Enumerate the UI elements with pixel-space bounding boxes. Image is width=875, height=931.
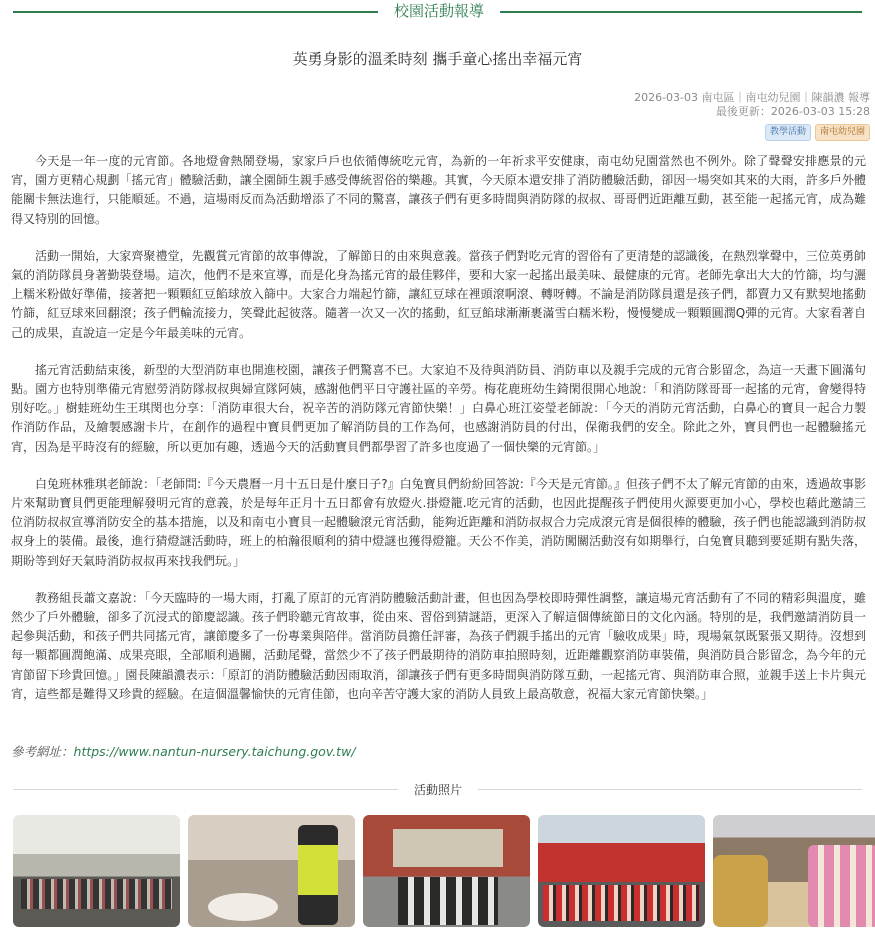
photos-title: 活動照片 (413, 783, 462, 797)
section-header (0, 0, 875, 22)
photo-thumbnail[interactable] (363, 815, 530, 927)
photo-thumbnail[interactable] (713, 815, 875, 927)
tag-teaching[interactable]: 教學活動 (765, 124, 811, 141)
paragraph: 搖元宵活動結束後，新型的大型消防車也開進校園，讓孩子們驚喜不已。大家迫不及待與消防員、消防車以及親手完成的元宵合影留念，為這一天畫下圓滿句點。園方也特別準備元宵慰勞消防隊叔叔與婦宣隊阿姨，感謝他們平日守護社區的辛勞。梅花鹿班幼生錡閑很開心地說：「和消防隊哥哥一起搖的元宵，會變得特別好吃。」樹蛙班幼生王琪閔也分享：「消防車很大台，祝辛苦的消防隊元宵節快樂！」白鼻心班江姿瑩老師說：「今天的消防元宵活動，白鼻心的寶貝一起合力製作消防作品，及繪製感謝卡片，在創作的過程中寶貝們更加了解消防員的工作為何，也感謝消防員的付出，保衛我們的安全。除此之外，寶貝們也一起體驗搖元宵，因為是平時沒有的經驗，所以更加有趣，透過今天的活動寶貝們都學習了許多也度過了一個快樂的元宵節。」 (11, 362, 866, 454)
photo-thumbnail[interactable] (13, 815, 180, 927)
photos-header (0, 780, 875, 800)
meta-author-line: 2026-03-03 南屯區｜南屯幼兒園｜陳韻濃 報導 (634, 91, 870, 104)
tag-list (765, 124, 870, 141)
paragraph: 活動一開始，大家齊聚禮堂，先觀賞元宵節的故事傳說，了解節日的由來與意義。當孩子們對吃元宵的習俗有了更清楚的認識後，在熱烈掌聲中，三位英勇帥氣的消防隊員身著勤裝登場。這次，他們不是來宣導，而是化身為搖元宵的最佳夥伴，要和大家一起搖出最美味、最健康的元宵。老師先拿出大大的竹篩，均勻灑上糯米粉做好準備，接著把一顆顆紅豆餡球放入篩中。大家合力端起竹篩，讓紅豆球在裡頭滾啊滾、轉呀轉。不論是消防隊員還是孩子們，都賣力又有默契地搖動竹篩，紅豆球來回翻滾；孩子們輪流接力，笑聲此起彼落。隨著一次又一次的搖動，紅豆餡球漸漸裹滿雪白糯米粉，慢慢變成一顆顆圓潤Q彈的元宵。大家看著自己的成果，直說這一定是今年最美味的元宵。 (11, 248, 866, 340)
reference-label: 參考網址： (11, 744, 74, 759)
article-title: 英勇身影的溫柔時刻 攜手童心搖出幸福元宵 (292, 50, 583, 68)
tag-school[interactable]: 南屯幼兒園 (815, 124, 870, 141)
paragraph: 今天是一年一度的元宵節。各地燈會熱鬧登場，家家戶戶也依循傳統吃元宵，為新的一年祈求平安健康，南屯幼兒園當然也不例外。除了聲聲安排應景的元宵，園方更精心規劃「搖元宵」體驗活動，讓全園師生親手感受傳統習俗的樂趣。其實，今天原本還安排了消防體驗活動，卻因一場突如其來的大雨，許多戶外體能關卡無法進行，只能順延。不過，這場雨反而為活動增添了不同的驚喜，讓孩子們有更多時間與消防隊的叔叔、哥哥們近距離互動，甚至能一起搖元宵，成為難得又特別的回憶。 (11, 154, 866, 226)
article-body (11, 152, 866, 722)
reference-link[interactable]: https://www.nantun-nursery.taichung.gov.tw/ (73, 744, 356, 759)
photos-divider-left (13, 789, 398, 790)
photo-thumbnail[interactable] (188, 815, 355, 927)
article-meta (634, 91, 870, 119)
header-divider-right (500, 11, 862, 13)
paragraph: 教務組長蕭文嘉說：「今天臨時的一場大雨，打亂了原訂的元宵消防體驗活動計畫，但也因為學校即時彈性調整，讓這場元宵活動有了不同的精彩與溫度，雖然少了戶外體驗，卻多了沉浸式的節慶認識。孩子們聆聽元宵故事，從由來、習俗到猜謎語，更深入了解這個傳統節日的文化內涵。特別的是，我們邀請消防員一起參與活動，和孩子們共同搖元宵，讓節慶多了一份專業與陪伴。當消防員擔任評審，為孩子們親手搖出的元宵「驗收成果」時，現場氣氛既緊張又期待。沒想到每一顆都圓潤飽滿、成果亮眼，全部順利過關，活動尾聲，當然少不了孩子們最期待的消防車拍照時刻，近距離觀察消防車裝備，與消防員合影留念，為今年的元宵節留下珍貴回憶。」園長陳韻濃表示：「原訂的消防體驗活動因雨取消，卻讓孩子們有更多時間與消防隊互動，一起搖元宵、與消防車合照，並親手送上卡片與元宵，這些都是難得又珍貴的經驗。在這個溫馨愉快的元宵佳節，也向辛苦守護大家的消防人員致上最高敬意，祝福大家元宵節快樂。」 (11, 590, 866, 701)
header-divider-left (13, 11, 378, 13)
photos-divider-right (478, 789, 862, 790)
paragraph: 白兔班林雅琪老師說：「老師問:『今天農曆一月十五日是什麼日子?』白兔寶貝們紛紛回答說:『今天是元宵節。』但孩子們不太了解元宵節的由來，透過故事影片來幫助寶貝們更能理解發明元宵的意義，於是每年正月十五日都會有放燈火.掛燈籠.吃元宵的活動，也因此提醒孩子們使用火源要更加小心，學校也藉此邀請三位消防叔叔宣導消防安全的基本措施，以及和南屯小寶貝一起體驗滾元宵活動，能夠近距離和消防叔叔合力完成滾元宵是個很棒的體驗，孩子們也能認識到消防叔叔身上的裝備。最後，進行猜燈謎活動時，班上的柏瀚很順利的猜中燈謎也獲得燈籠。天公不作美，消防闖關活動沒有如期舉行，白兔寶貝聽到要延期有點失落，期盼等到好天氣時消防叔叔再來找我們玩。」 (11, 476, 866, 568)
reference (11, 742, 356, 760)
section-title: 校園活動報導 (393, 2, 484, 20)
photo-gallery (13, 815, 875, 927)
photo-thumbnail[interactable] (538, 815, 705, 927)
meta-updated-line: 最後更新：2026-03-03 15:28 (715, 105, 870, 118)
